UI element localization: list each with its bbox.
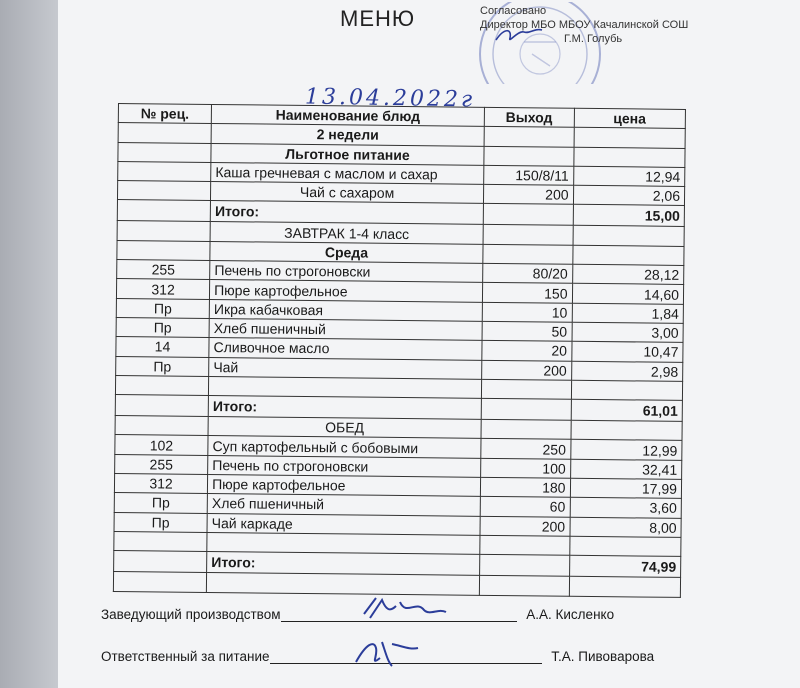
dish-name-cell: Итого: xyxy=(207,552,480,576)
price-cell xyxy=(571,420,683,440)
yield-cell: 80/20 xyxy=(483,263,573,283)
yield-cell: 50 xyxy=(482,321,572,341)
dish-name-cell: Итого: xyxy=(210,201,483,225)
dish-name-cell: Хлеб пшеничный xyxy=(209,318,482,340)
recipe-number-cell xyxy=(115,375,208,395)
dish-name-cell: Чай xyxy=(209,357,482,379)
responsible-person-name: Т.А. Пивоварова xyxy=(551,649,655,664)
price-cell: 3,00 xyxy=(572,322,684,342)
recipe-number-cell: Пр xyxy=(116,298,209,318)
dish-name-cell: Итого: xyxy=(208,396,481,420)
background-edge xyxy=(0,0,58,688)
dish-name-cell: Льготное питание xyxy=(211,143,484,165)
approval-line-1: Согласовано xyxy=(480,5,547,17)
dish-name-cell: Каша гречневая с маслом и сахар xyxy=(211,162,484,184)
recipe-number-cell xyxy=(113,572,206,592)
dish-name-cell: Пюре картофельное xyxy=(208,475,481,497)
recipe-number-cell xyxy=(115,395,208,417)
price-cell: 28,12 xyxy=(572,264,684,284)
responsible-person-label: Ответственный за питание xyxy=(101,649,270,664)
recipe-number-cell xyxy=(115,416,208,436)
header-price: цена xyxy=(574,108,686,128)
price-cell: 12,94 xyxy=(573,166,685,186)
price-cell: 14,60 xyxy=(572,284,684,304)
recipe-number-cell xyxy=(117,181,210,201)
price-cell: 15,00 xyxy=(573,205,685,227)
recipe-number-cell: 102 xyxy=(115,435,208,455)
dish-name-cell: Пюре картофельное xyxy=(210,280,483,302)
recipe-number-cell xyxy=(114,531,207,551)
price-cell: 17,99 xyxy=(570,478,682,498)
price-cell: 3,60 xyxy=(570,498,682,518)
header-recipe-number: № рец. xyxy=(118,104,211,124)
yield-cell: 200 xyxy=(482,360,572,380)
approval-line-2: Директор МБО МБОУ Качалинской СОШ xyxy=(480,19,689,31)
recipe-number-cell: Пр xyxy=(116,317,209,337)
price-cell: 2,98 xyxy=(571,361,683,381)
recipe-number-cell: Пр xyxy=(114,493,207,513)
yield-cell xyxy=(481,379,571,399)
dish-name-cell: 2 недели xyxy=(211,124,484,146)
header-yield: Выход xyxy=(484,107,574,127)
dish-name-cell: ЗАВТРАК 1-4 класс xyxy=(210,222,483,244)
production-manager-name: А.А. Кисленко xyxy=(526,607,615,622)
recipe-number-cell xyxy=(117,200,210,222)
price-cell xyxy=(573,147,685,167)
dish-name-cell: Печень по строгоновски xyxy=(208,455,481,477)
production-signature-line xyxy=(101,607,614,622)
price-cell xyxy=(569,536,681,556)
yield-cell xyxy=(481,419,571,439)
yield-cell: 10 xyxy=(482,302,572,322)
yield-cell: 20 xyxy=(482,341,572,361)
recipe-number-cell xyxy=(117,221,210,241)
recipe-number-cell: Пр xyxy=(116,356,209,376)
dish-name-cell: ОБЕД xyxy=(208,417,481,439)
price-cell: 10,47 xyxy=(571,342,683,362)
recipe-number-cell: 255 xyxy=(115,454,208,474)
dish-name-cell: Среда xyxy=(210,241,483,263)
price-cell: 1,84 xyxy=(572,303,684,323)
dish-name-cell: Чай каркаде xyxy=(207,513,480,535)
production-manager-label: Заведующий производством xyxy=(101,607,281,622)
yield-cell: 250 xyxy=(481,439,571,459)
price-cell: 32,41 xyxy=(570,459,682,479)
recipe-number-cell: 312 xyxy=(114,474,207,494)
dish-name-cell: Хлеб пшеничный xyxy=(207,494,480,516)
header-dish-name: Наименование блюд xyxy=(211,104,484,126)
dish-name-cell: Суп картофельный с бобовыми xyxy=(208,436,481,458)
production-manager-signature xyxy=(360,592,450,626)
price-cell: 8,00 xyxy=(570,517,682,537)
yield-cell xyxy=(480,555,570,577)
approval-line-3: Г.М. Голубь xyxy=(564,33,623,45)
yield-cell xyxy=(483,244,573,264)
recipe-number-cell: 312 xyxy=(116,279,209,299)
dish-name-cell: Икра кабачковая xyxy=(209,299,482,321)
recipe-number-cell: 14 xyxy=(116,337,209,357)
yield-cell xyxy=(483,204,573,226)
recipe-number-cell xyxy=(117,240,210,260)
menu-date: 13.04.2022г xyxy=(304,84,476,113)
recipe-number-cell: Пр xyxy=(114,512,207,532)
dish-name-cell: Сливочное масло xyxy=(209,338,482,360)
price-cell: 61,01 xyxy=(571,399,683,421)
price-cell: 2,06 xyxy=(573,185,685,205)
yield-cell xyxy=(481,398,571,420)
yield-cell: 60 xyxy=(480,497,570,517)
yield-cell xyxy=(480,535,570,555)
price-cell xyxy=(574,128,686,148)
menu-table-body xyxy=(113,123,685,597)
dish-name-cell: Чай с сахаром xyxy=(211,182,484,204)
page-title: МЕНЮ xyxy=(340,6,416,31)
yield-cell xyxy=(479,576,569,596)
yield-cell: 180 xyxy=(480,477,570,497)
recipe-number-cell xyxy=(118,161,211,181)
price-cell xyxy=(572,245,684,265)
price-cell xyxy=(571,380,683,400)
yield-cell xyxy=(484,127,574,147)
yield-cell: 150/8/11 xyxy=(484,165,574,185)
menu-table xyxy=(113,103,686,597)
yield-cell xyxy=(484,146,574,166)
price-cell: 12,99 xyxy=(570,440,682,460)
dish-name-cell: Печень по строгоновски xyxy=(210,261,483,283)
responsible-person-signature xyxy=(352,636,422,672)
recipe-number-cell xyxy=(114,551,207,573)
price-cell xyxy=(573,226,685,246)
recipe-number-cell: 255 xyxy=(117,260,210,280)
yield-cell xyxy=(483,225,573,245)
recipe-number-cell xyxy=(118,123,211,143)
yield-cell: 200 xyxy=(480,516,570,536)
recipe-number-cell xyxy=(118,142,211,162)
price-cell xyxy=(569,576,681,596)
price-cell: 74,99 xyxy=(569,555,681,577)
yield-cell: 200 xyxy=(483,185,573,205)
yield-cell: 100 xyxy=(481,458,571,478)
director-signature xyxy=(494,24,544,46)
yield-cell: 150 xyxy=(482,283,572,303)
